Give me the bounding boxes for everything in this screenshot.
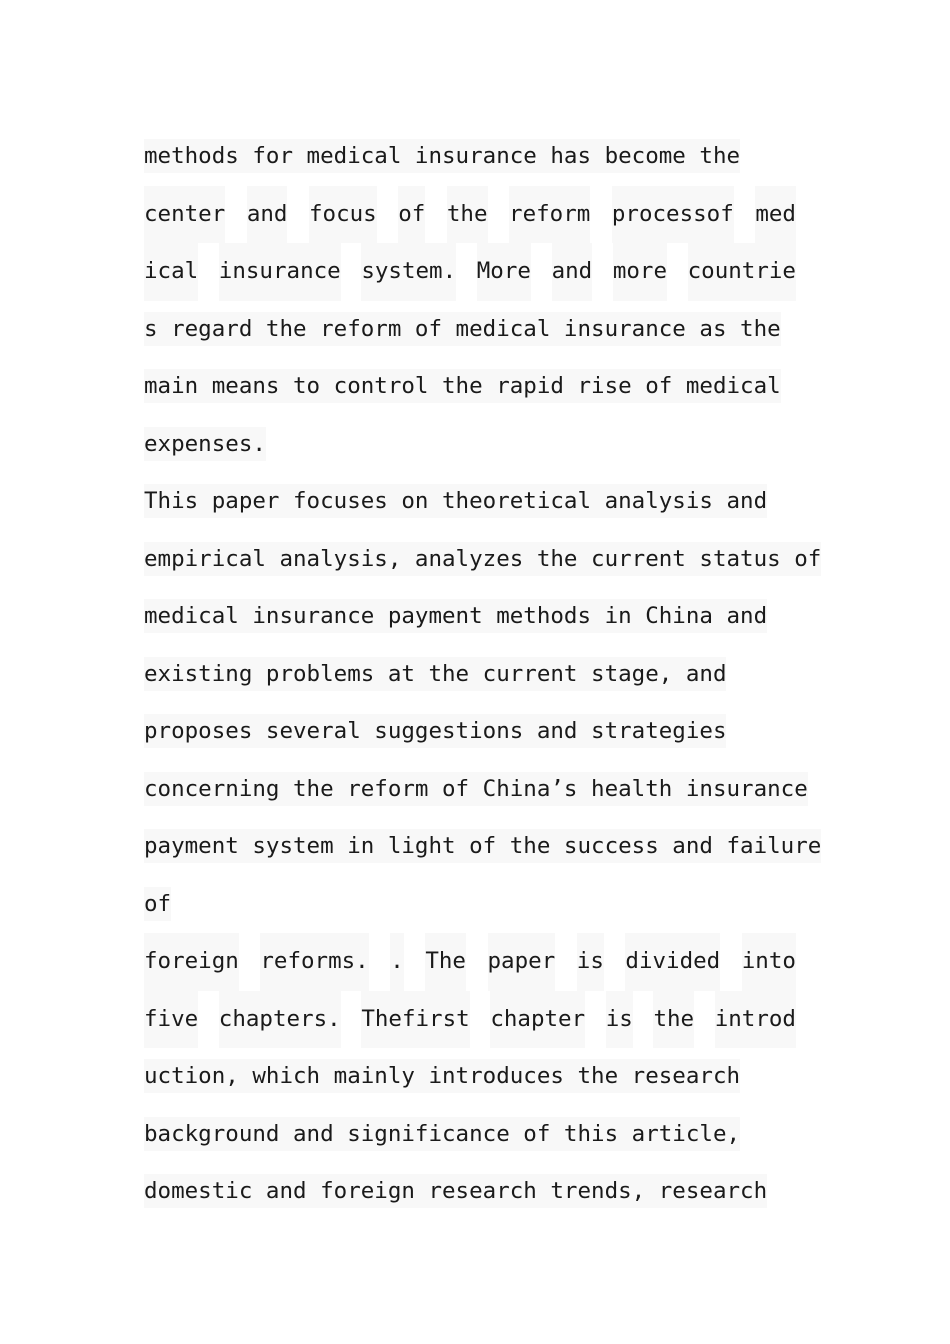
text-word: introd [715, 991, 796, 1049]
text-word: center [144, 186, 225, 244]
text-line [144, 876, 796, 934]
text-line [144, 128, 796, 186]
text-line-content: uction, which mainly introduces the research [144, 1059, 740, 1093]
text-word: . [390, 933, 404, 991]
text-word: more [613, 243, 667, 301]
text-word: med [755, 186, 796, 244]
text-word: the [653, 991, 694, 1049]
text-line [144, 991, 796, 1049]
text-line-content: main means to control the rapid rise of medical [144, 369, 781, 403]
text-line-content: empirical analysis, analyzes the current status of [144, 542, 821, 576]
text-line-content: of [144, 887, 171, 921]
text-line-content: domestic and foreign research trends, research [144, 1174, 767, 1208]
body-text [144, 128, 822, 1221]
text-line [144, 703, 796, 761]
text-word: chapters. [219, 991, 341, 1049]
text-line-content: concerning the reform of China’s health insurance [144, 772, 808, 806]
text-word: More [477, 243, 531, 301]
text-word: into [742, 933, 796, 991]
text-line [144, 1163, 796, 1221]
text-line-content: medical insurance payment methods in China and [144, 599, 767, 633]
text-word: ical [144, 243, 198, 301]
text-word: of [398, 186, 425, 244]
text-line [144, 646, 796, 704]
text-line [144, 416, 796, 474]
text-line [144, 301, 796, 359]
text-line-content: expenses. [144, 427, 266, 461]
text-word: is [577, 933, 604, 991]
text-line [144, 531, 822, 589]
text-line [144, 588, 796, 646]
text-word: and [552, 243, 593, 301]
text-word: countrie [688, 243, 796, 301]
text-line-content: payment system in light of the success and failure [144, 829, 821, 863]
text-line [144, 186, 796, 244]
text-word: processof [612, 186, 734, 244]
text-word: insurance [219, 243, 341, 301]
text-word: divided [625, 933, 720, 991]
text-word: Thefirst [361, 991, 469, 1049]
text-line-content: This paper focuses on theoretical analysis and [144, 484, 767, 518]
text-word: five [144, 991, 198, 1049]
text-line [144, 473, 796, 531]
text-line [144, 1048, 796, 1106]
text-line [144, 761, 808, 819]
text-word: reforms. [260, 933, 368, 991]
text-line-content: methods for medical insurance has become the [144, 139, 740, 173]
text-line-content: proposes several suggestions and strategies [144, 714, 726, 748]
text-word: is [606, 991, 633, 1049]
text-line-content: s regard the reform of medical insurance as the [144, 312, 781, 346]
text-line [144, 243, 796, 301]
text-word: and [247, 186, 288, 244]
text-word: system. [361, 243, 456, 301]
text-word: reform [509, 186, 590, 244]
text-word: focus [309, 186, 377, 244]
text-word: the [447, 186, 488, 244]
text-line [144, 933, 796, 991]
text-line-content: background and significance of this article, [144, 1117, 740, 1151]
text-word: paper [488, 933, 556, 991]
text-word: The [425, 933, 466, 991]
text-word: foreign [144, 933, 239, 991]
text-line [144, 1106, 796, 1164]
text-line [144, 818, 822, 876]
text-line [144, 358, 796, 416]
text-line-content: existing problems at the current stage, and [144, 657, 726, 691]
text-word: chapter [490, 991, 585, 1049]
